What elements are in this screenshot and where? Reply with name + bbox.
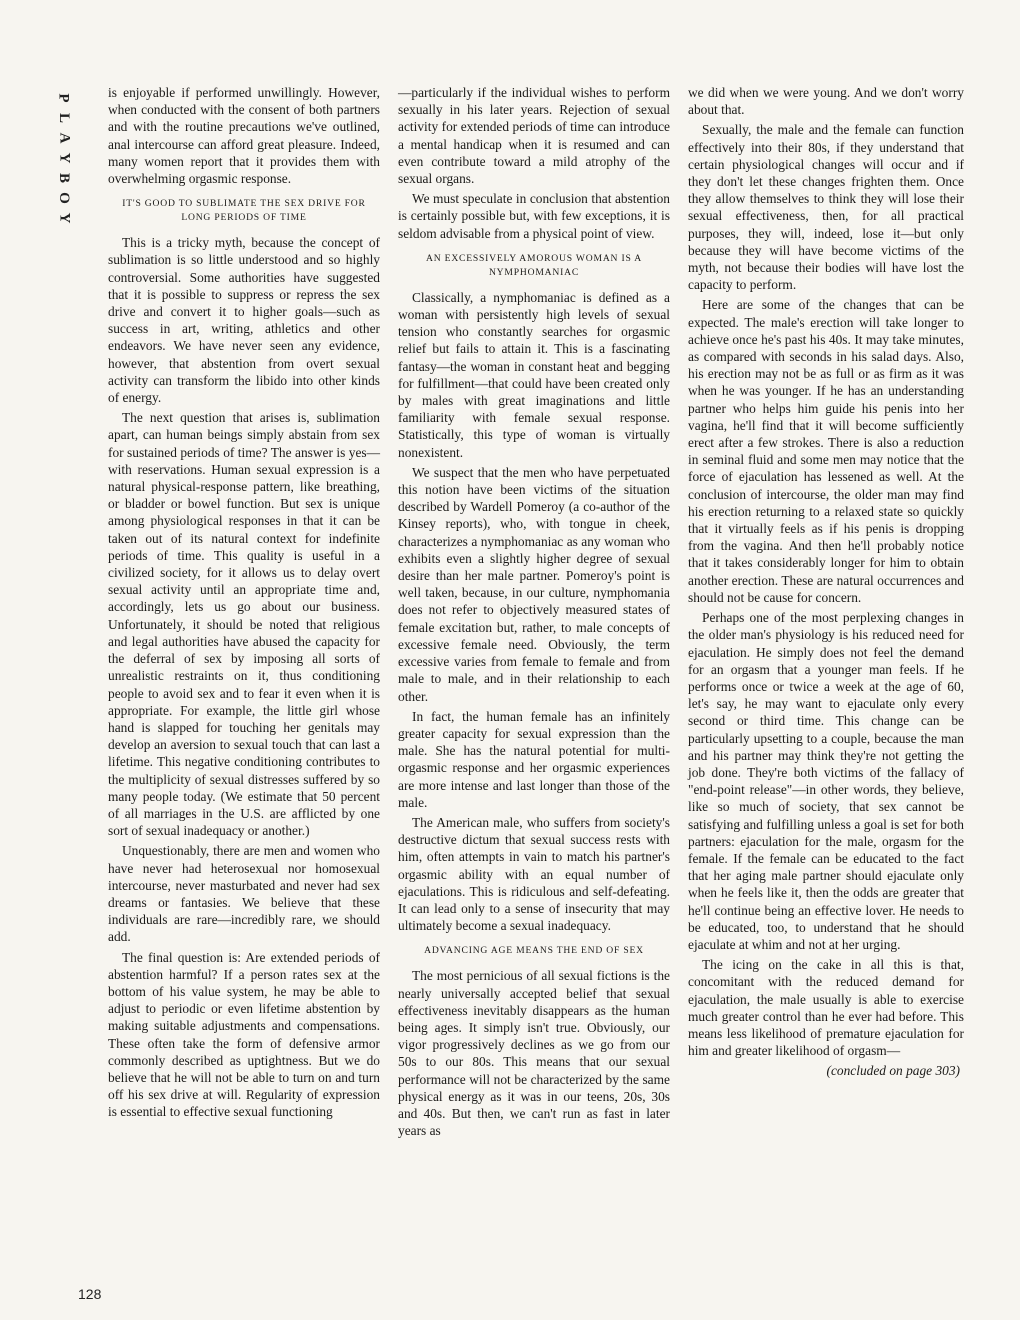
body-paragraph: Unquestionably, there are men and women who have never had heterosexual nor homosexual intercourse, never masturbated and never had sex dreams or fantasies. We believe that these individuals are rare—incredibly rare, we should add. [108,843,380,945]
article-column-1 [108,84,380,1124]
body-paragraph: The next question that arises is, sublimation apart, can human beings simply abstain from sex for sustained periods of time? The answer is yes—with reservations. Human sexual expression is a natural physical-response pattern, like breathing, or bladder or bowel function. But sex is unique among physiological responses in that it can be taken out of its natural context for indefinite periods of time. This quality is useful in a civilized society, for it allows us to delay overt sexual activity until an appropriate time and, accordingly, lets us go about our business. Unfortunately, it should be noted that religious and legal authorities have abused the capacity for the deferral of sex by imposing all sorts of unrealistic restraints on it, thus conditioning people to avoid sex and to fear it even when it is appropriate. For example, the little girl whose hand is slapped for touching her genitals may develop an aversion to sexual touch that can last a lifetime. This negative conditioning contributes to the multiplicity of sexual distresses suffered by so many people today. (We estimate that 50 percent of all marriages in the U.S. are afflicted by one sort of sexual inadequacy or another.) [108,410,380,839]
section-heading: IT'S GOOD TO SUBLIMATE THE SEX DRIVE FOR LONG PERIODS OF TIME [122,198,366,224]
body-paragraph: The most pernicious of all sexual fictions is the nearly universally accepted belief that sexual effectiveness inevitably disappears as the human being ages. It simply isn't true. Obviously, our vigor progressively declines as we go from our 50s to our 80s. This means that our sexual performance will not be characterized by the same physical energy as it was in our teens, 20s, 30s and 40s. But then, we can't run as fast in later years as [398,968,670,1139]
page-number: 128 [78,1286,102,1302]
body-paragraph: We must speculate in conclusion that abstention is certainly possible but, with few exceptions, it is seldom advisable from a physical point of view. [398,191,670,241]
masthead-letter: B [55,172,72,184]
masthead-letter: Y [56,152,72,164]
body-paragraph: We suspect that the men who have perpetuated this notion have been victims of the situation described by Wardell Pomeroy (a co-author of the Kinsey reports), who, with tongue in cheek, characterizes a nymphomaniac as any woman who exhibits even a slightly higher degree of sexual desire than her male partner. Pomeroy's point is well taken, because, in our culture, nymphomania does not refer to objectively measured states of female excitation but, rather, to male concepts of excessive female need. Obviously, the term excessive varies from female to female and from male to male, and in their relationship to each other. [398,464,670,704]
article-column-3 [688,84,964,1080]
body-paragraph: This is a tricky myth, because the concept of sublimation is so little understood and so highly controversial. Some authorities have suggested that it is possible to suppress or repress the sex drive and convert it to higher goals—such as success in art, writing, athletics and other endeavors. We have never seen any evidence, however, that abstention from overt sexual activity can transform the libido into other kinds of energy. [108,235,380,406]
article-column-2 [398,84,670,1142]
section-heading: AN EXCESSIVELY AMOROUS WOMAN IS A NYMPHOMANIAC [426,252,642,278]
body-paragraph: we did when we were young. And we don't worry about that. [688,85,964,118]
masthead-logo [52,88,76,228]
masthead-letter: O [55,192,72,204]
body-paragraph: —particularly if the individual wishes to perform sexually in his later years. Rejection of sexual activity for extended periods of time can introduce a mental handicap when it is resumed and can even contribute toward a mild atrophy of the sexual organs. [398,85,670,187]
masthead-letter: L [55,112,72,124]
body-paragraph: The final question is: Are extended periods of abstention harmful? If a person rates sex at the bottom of his value system, he may be able to adjust to periodic or even lifetime abstention by making suitable adjustments and compensations. These often take the form of defensive armor commonly described as uptightness. But we do believe that he will not be able to turn on and turn off his sex drive at will. Regularity of expression is essential to effective sexual functioning [108,949,380,1120]
masthead-letter: Y [56,212,72,224]
body-paragraph: Here are some of the changes that can be expected. The male's erection will take longer to achieve once he's past his 40s. It may take minutes, as compared with seconds in his salad days. Also, his erection may not be as full or as firm as it was when he was younger. If he has an understanding partner who helps him guide his penis into her vagina, he'll find that it will become sufficiently erect after a few strokes. There is also a reduction in seminal fluid and some men may notice that the force of ejaculation has lessened as well. At the conclusion of intercourse, the older man may find his erection returning to a relaxed state so quickly that it virtually feels as if his penis is dropping from the vagina. And then he'll probably notice that it takes considerably longer for him to obtain another erection. These are natural occurrences and should not be cause for concern. [688,297,964,605]
masthead-letter: A [56,132,72,144]
body-paragraph: Perhaps one of the most perplexing changes in the older man's physiology is his reduced need for ejaculation. He simply does not feel the demand for an orgasm that a younger man feels. If he performs once or twice a week at the age of 60, let's say, he may want to ejaculate only every second or third time. This change can be particularly upsetting to a couple, because the man and his partner may think they're not getting the job done. They're both victims of the fallacy of "end-point release"—in other words, they believe, like so much of society, that sex cannot be satisfying and fulfilling unless a goal is set for both partners: ejaculation for the male, orgasm for the female. If the female can be educated to the fact that her aging male partner should ejaculate only when he feels like it, then the odds are greater that he'll continue being an effective lover. He needs to be educated, too, to understand that he should ejaculate at whim and not at her urging. [688,610,964,952]
body-paragraph: The American male, who suffers from society's destructive dictum that sexual success rests with him, often attempts in vain to match his partner's orgasmic ability with an equal number of ejaculations. This is ridiculous and self-defeating. It can lead only to a sense of insecurity that may ultimately become a sexual inadequacy. [398,814,670,934]
body-paragraph: The icing on the cake in all this is that, concomitant with the reduced demand for ejaculation, the male usually is able to exercise much greater control than he ever had before. This means less likelihood of premature ejaculation for him and greater likelihood of orgasm— [688,957,964,1059]
section-heading: ADVANCING AGE MEANS THE END OF SEX [424,945,644,957]
body-paragraph: Classically, a nymphomaniac is defined as a woman with persistently high levels of sexual tension who constantly searches for orgasmic relief but fails to attain it. This is a fascinating fantasy—the woman in constant heat and begging for fulfillment—that could have been created only by males with great imaginations and little familiarity with female sexual response. Statistically, this type of woman is virtually nonexistent. [398,289,670,460]
body-paragraph: is enjoyable if performed unwillingly. However, when conducted with the consent of both partners and with the routine precautions we've outlined, anal intercourse can afford great pleasure. Indeed, many women report that it provides them with overwhelming orgasmic response. [108,85,380,187]
body-paragraph: Sexually, the male and the female can function effectively into their 80s, if they understand that certain physiological changes will occur and if they don't let these changes frighten them. Once they allow themselves to think they will lose their sexual effectiveness, then, for all practical purposes, they will, indeed, lose it—but only because they will have become victims of the myth, not because their bodies will have lost the capacity to perform. [688,122,964,293]
masthead-letter: P [55,93,72,103]
continued-note: (concluded on page 303) [826,1063,960,1079]
body-paragraph: In fact, the human female has an infinitely greater capacity for sexual expression than the male. She has the natural potential for multi-orgasmic response and her orgasmic experiences are more intense and last longer than those of the male. [398,708,670,810]
